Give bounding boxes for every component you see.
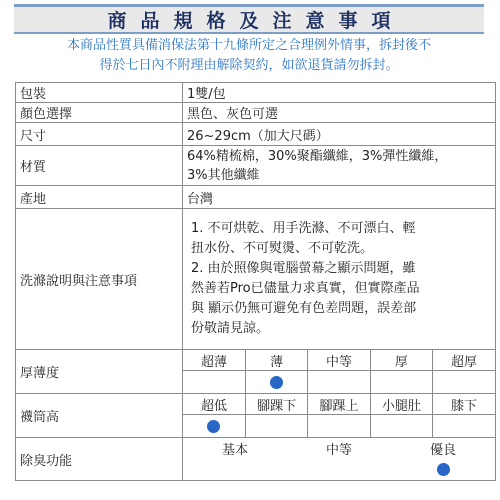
return-policy-notice	[14, 36, 484, 82]
spec-value: 1雙/包	[183, 83, 496, 103]
rating-marker-cell	[183, 458, 287, 480]
care-line: 2. 由於照像與電腦螢幕之顯示問題，雖	[191, 261, 416, 276]
spec-label: 洗滌說明與注意事項	[16, 209, 183, 350]
rating-label: 厚薄度	[16, 350, 183, 394]
rating-marker-cell	[287, 458, 391, 480]
care-line: 1. 不可烘乾、用手洗滌、不可漂白、輕	[191, 221, 416, 236]
spec-label: 尺寸	[16, 123, 183, 146]
rating-marker-cell	[370, 415, 432, 438]
material-line-2: 3%其他纖維	[187, 167, 260, 183]
rating-marker-cell	[391, 458, 495, 480]
spec-row-origin	[16, 186, 496, 209]
page-title: 商品規格及注意事項	[107, 10, 405, 32]
title-bar	[14, 4, 484, 34]
care-line: 然善若Pro已儘量力求真實，但實際產品	[191, 281, 420, 296]
spec-label: 材質	[16, 146, 183, 186]
care-line: 份敬請見諒。	[191, 321, 270, 336]
rating-label: 除臭功能	[16, 438, 183, 481]
rating-option: 厚	[370, 350, 432, 371]
thickness-scale	[183, 350, 496, 394]
rating-option: 腳踝上	[308, 394, 370, 415]
spec-row-colors	[16, 103, 496, 123]
deodorant-scale	[183, 438, 496, 481]
rating-marker-cell	[433, 371, 495, 394]
spec-row-packaging	[16, 83, 496, 103]
spec-value: 26~29cm（加大尺碼）	[183, 123, 496, 146]
rating-marker-cell	[183, 415, 245, 438]
sock-height-scale	[183, 394, 496, 438]
selected-dot-icon	[437, 463, 450, 476]
care-line: 扭水份、不可熨燙、不可乾洗。	[191, 241, 374, 256]
spec-label: 顏色選擇	[16, 103, 183, 123]
rating-row-thickness	[16, 350, 496, 394]
spec-row-care	[16, 209, 496, 350]
spec-label: 包裝	[16, 83, 183, 103]
rating-marker-cell	[433, 415, 495, 438]
care-instructions	[183, 209, 496, 350]
notice-line-2: 得於七日內不附理由解除契約，如欲退貨請勿拆封。	[99, 58, 399, 73]
rating-marker-cell	[245, 371, 307, 394]
spec-label: 產地	[16, 186, 183, 209]
rating-row-sock-height	[16, 394, 496, 438]
selected-dot-icon	[207, 420, 220, 433]
care-line: 與 顯示仍無可避免有色差問題，誤差部	[191, 301, 417, 316]
rating-option: 膝下	[433, 394, 495, 415]
rating-marker-cell	[245, 415, 307, 438]
rating-option: 基本	[221, 442, 248, 458]
rating-marker-cell	[370, 371, 432, 394]
rating-label: 襪筒高	[16, 394, 183, 438]
rating-option: 超薄	[183, 350, 245, 371]
spec-value	[183, 146, 496, 186]
rating-option: 優良	[429, 442, 456, 458]
rating-marker-cell	[308, 371, 370, 394]
rating-option: 薄	[245, 350, 307, 371]
rating-option: 中等	[325, 442, 352, 458]
spec-value: 台灣	[183, 186, 496, 209]
rating-row-deodorant	[16, 438, 496, 481]
spec-value: 黑色、灰色可選	[183, 103, 496, 123]
rating-option: 中等	[308, 350, 370, 371]
rating-option: 小腿肚	[370, 394, 432, 415]
rating-option: 腳踝下	[245, 394, 307, 415]
notice-line-1: 本商品性質具備消保法第十九條所定之合理例外情事，拆封後不	[66, 38, 431, 53]
selected-dot-icon	[270, 376, 283, 389]
rating-marker-cell	[308, 415, 370, 438]
rating-marker-cell	[183, 371, 245, 394]
material-line-1: 64%精梳棉，30%聚酯纖維，3%彈性纖維，	[187, 148, 448, 164]
rating-option: 超厚	[433, 350, 495, 371]
spec-table	[15, 82, 496, 481]
spec-row-material	[16, 146, 496, 186]
rating-option: 超低	[183, 394, 245, 415]
spec-row-size	[16, 123, 496, 146]
